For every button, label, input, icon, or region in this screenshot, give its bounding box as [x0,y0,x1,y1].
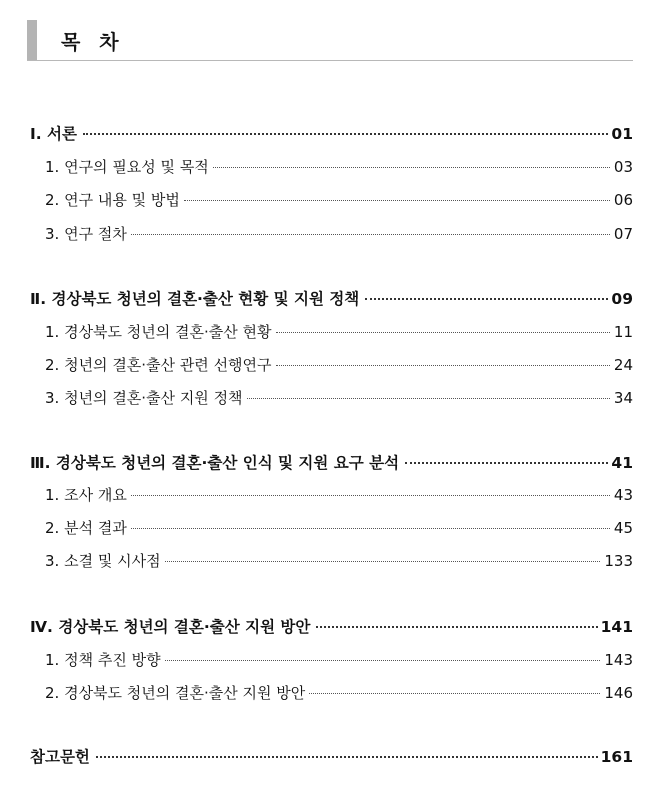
toc-chapter-title: Ⅱ. 경상북도 청년의 결혼·출산 현황 및 지원 정책 [30,290,360,308]
toc-item-title: 1. 정책 추진 방향 [45,651,161,669]
toc-item[interactable] [45,223,633,244]
toc-chapter-title: Ⅰ. 서론 [30,125,77,143]
toc-page-number: 09 [611,290,633,308]
toc-item[interactable] [45,649,633,670]
toc-item[interactable] [45,354,633,375]
toc-references-title: 참고문헌 [30,748,90,766]
toc-item[interactable] [45,321,633,342]
toc-page-number: 41 [611,454,633,472]
toc-page-number: 143 [604,651,633,669]
toc-item[interactable] [45,682,633,703]
toc-item-title: 3. 청년의 결혼·출산 지원 정책 [45,389,243,407]
dot-leader [309,693,600,694]
toc-item-title: 2. 청년의 결혼·출산 관련 선행연구 [45,356,272,374]
dot-leader [405,462,608,464]
dot-leader [247,398,610,399]
toc-page-number: 141 [600,618,633,636]
toc-item[interactable] [45,484,633,505]
toc-item-title: 1. 조사 개요 [45,486,127,504]
toc-page-number: 161 [600,748,633,766]
toc-page-number: 24 [613,356,633,374]
toc-page-number: 45 [613,519,633,537]
toc-chapter-3[interactable] [30,451,633,473]
dot-leader [213,167,610,168]
dot-leader [131,495,610,496]
toc-references[interactable] [30,745,633,767]
toc-item-title: 1. 연구의 필요성 및 목적 [45,158,209,176]
toc-chapter-4[interactable] [30,615,633,637]
dot-leader [276,332,610,333]
toc-item-title: 2. 연구 내용 및 방법 [45,191,180,209]
toc-item[interactable] [45,156,633,177]
page-title: 목 차 [61,30,125,54]
toc-item[interactable] [45,387,633,408]
dot-leader [83,133,608,135]
toc-header [27,20,633,61]
toc-item-title: 3. 소결 및 시사점 [45,552,161,570]
toc-page-number: 43 [613,486,633,504]
toc-chapter-1[interactable] [30,122,633,144]
dot-leader [165,660,601,661]
toc-page-number: 07 [613,225,633,243]
toc-page-number: 146 [604,684,633,702]
toc-page-number: 11 [613,323,633,341]
dot-leader [276,365,610,366]
toc-page-number: 01 [611,125,633,143]
dot-leader [96,756,598,758]
toc-item[interactable] [45,189,633,210]
dot-leader [165,561,601,562]
dot-leader [365,298,608,300]
toc-page-number: 34 [613,389,633,407]
toc-item-title: 2. 경상북도 청년의 결혼·출산 지원 방안 [45,684,306,702]
header-accent-bar [27,20,37,60]
toc-page-number: 133 [604,552,633,570]
dot-leader [184,200,610,201]
toc-item-title: 1. 경상북도 청년의 결혼·출산 현황 [45,323,272,341]
toc-chapter-title: Ⅳ. 경상북도 청년의 결혼·출산 지원 방안 [30,618,311,636]
dot-leader [131,234,610,235]
toc-item-title: 3. 연구 절차 [45,225,127,243]
dot-leader [316,626,597,628]
toc-page-number: 03 [613,158,633,176]
toc-chapter-2[interactable] [30,287,633,309]
toc-item-title: 2. 분석 결과 [45,519,127,537]
toc-page-number: 06 [613,191,633,209]
toc-item[interactable] [45,517,633,538]
toc-item[interactable] [45,550,633,571]
dot-leader [131,528,610,529]
toc-chapter-title: Ⅲ. 경상북도 청년의 결혼·출산 인식 및 지원 요구 분석 [30,454,400,472]
